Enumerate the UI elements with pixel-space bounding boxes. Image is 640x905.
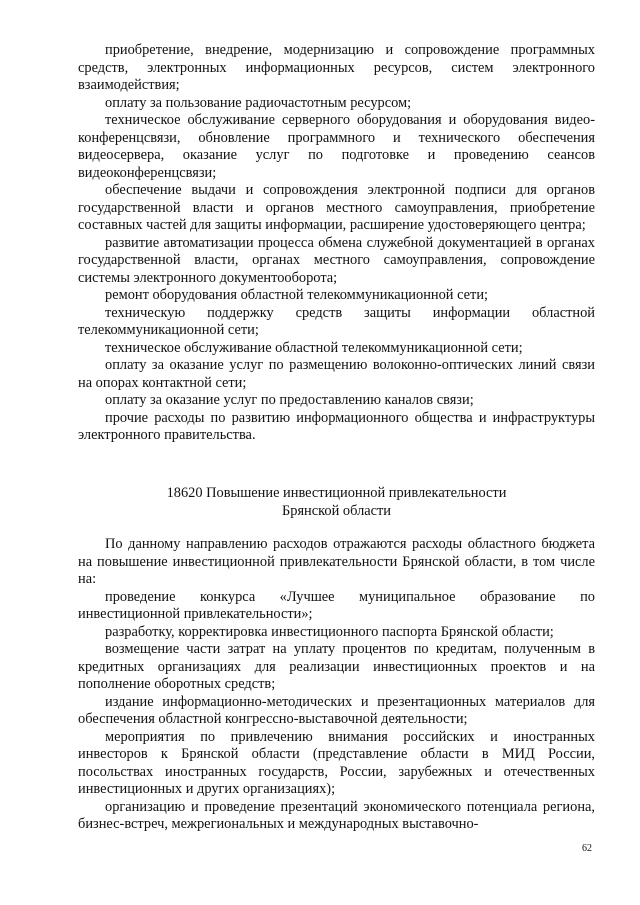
expense-list-top: [78, 42, 595, 445]
paragraph: обеспечение выдачи и сопровождения электронной подписи для органов государственной власти и органов местного самоуправления, приобретение составных частей для защиты информации, расширение удостоверяющего центра;: [78, 182, 595, 233]
paragraph: ремонт оборудования областной телекоммуникационной сети;: [105, 287, 489, 303]
paragraph: По данному направлению расходов отражаются расходы областного бюджета на повышение инвестиционной привлекательности Брянской области, в том числе на:: [78, 536, 595, 587]
paragraph: издание информационно-методических и презентационных материалов для обеспечения областной конгрессно-выставочной деятельности;: [78, 693, 595, 727]
paragraph: техническую поддержку средств защиты информации областной телекоммуникационной сети;: [78, 304, 595, 338]
page-number: 62: [582, 843, 592, 854]
paragraph: оплату за оказание услуг по размещению волоконно-оптических линий связи на опорах контактной сети;: [78, 357, 595, 391]
expense-list-bottom: [78, 536, 595, 834]
paragraph: оплату за пользование радиочастотным ресурсом;: [105, 94, 412, 111]
section-heading: [78, 485, 595, 520]
paragraph: мероприятия по привлечению внимания российских и иностранных инвесторов к Брянской области (представление области в МИД России, посольствах иностранных государств, России, зарубежных и отечественных инвестиционных и других организациях);: [78, 728, 595, 797]
section-heading-line: 18620 Повышение инвестиционной привлекательности: [166, 485, 507, 501]
paragraph: прочие расходы по развитию информационного общества и инфраструктуры электронного правительства.: [78, 409, 595, 443]
paragraph: развитие автоматизации процесса обмена служебной документацией в органах государственной власти, органах местного самоуправления, сопровождение системы электронного документооборота;: [78, 234, 595, 286]
paragraph: оплату за оказание услуг по предоставлению каналов связи;: [105, 392, 474, 408]
paragraph: организацию и проведение презентаций экономического потенциала региона, бизнес-встреч, межрегиональных и международных выставочно-: [78, 798, 595, 832]
paragraph: техническое обслуживание областной телекоммуникационной сети;: [105, 339, 523, 356]
paragraph: техническое обслуживание серверного оборудования и оборудования видео-конференцсвязи, обновление программного и технического обеспечения видеосервера, оказание услуг по подготовке и проведению сеансов видеоконференцсвязи;: [78, 112, 595, 181]
paragraph: разработку, корректировка инвестиционного паспорта Брянской области;: [105, 623, 554, 640]
section-heading-line: Брянской области: [281, 502, 392, 519]
paragraph: возмещение части затрат на уплату процентов по кредитам, полученным в кредитных организациях для реализации инвестиционных проектов и на пополнение оборотных средств;: [78, 641, 595, 692]
paragraph: приобретение, внедрение, модернизацию и сопровождение программных средств, электронных информационных ресурсов, систем электронного взаимодействия;: [78, 42, 595, 93]
paragraph: проведение конкурса «Лучшее муниципальное образование по инвестиционной привлекательности»;: [78, 588, 595, 622]
